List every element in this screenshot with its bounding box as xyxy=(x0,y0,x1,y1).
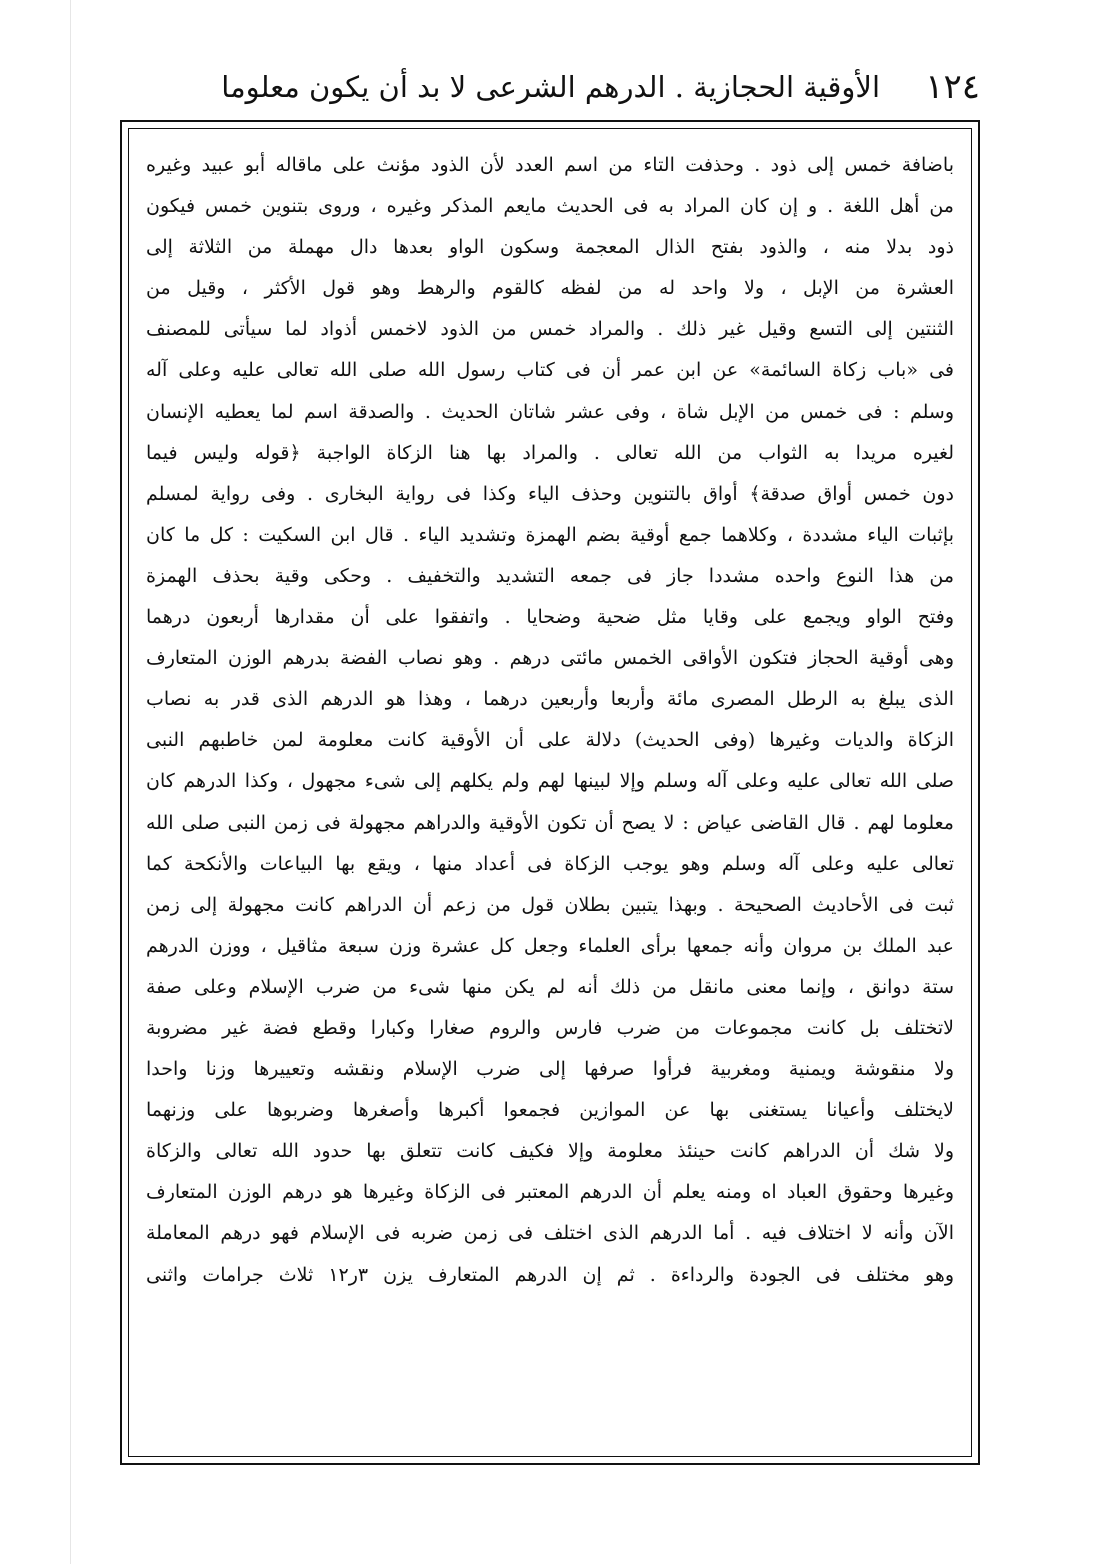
text-line: لايختلف وأعيانا يستغنى بها عن الموازين فجمعوا أكبرها وأصغرها وضربوها على وزنهما xyxy=(146,1099,954,1122)
page-header xyxy=(120,62,980,112)
text-line: الثنتين إلى التسع وقيل غير ذلك . والمراد خمس من الذود لاخمس أذواد لما سيأتى للمصنف xyxy=(146,318,954,341)
scan-page-edge xyxy=(70,0,71,1564)
text-line: باضافة خمس إلى ذود . وحذفت التاء من اسم العدد لأن الذود مؤنث على ماقاله أبو عبيد وغيره xyxy=(146,154,954,176)
text-line: ولا منقوشة ويمنية ومغربية فرأوا صرفها إلى ضرب الإسلام ونقشه وتعييرها وزنا واحدا xyxy=(146,1058,954,1081)
text-line: العشرة من الإبل ، ولا واحد له من لفظه كالقوم والرهط وهو قول الأكثر ، وقيل من xyxy=(146,277,954,300)
text-line: وفتح الواو ويجمع على وقايا مثل ضحية وضحايا . واتفقوا على أن مقدارها أربعون درهما xyxy=(146,606,954,629)
text-line: تعالى عليه وعلى آله وسلم وهو يوجب الزكاة فى أعداد منها ، ويقع بها البياعات والأنكحة كما xyxy=(146,852,954,875)
text-line: فى «باب زكاة السائمة» عن ابن عمر أن فى كتاب رسول الله صلى الله تعالى عليه وعلى آله xyxy=(146,359,954,382)
text-line: الذى يبلغ به الرطل المصرى مائة وأربعا وأربعين درهما ، وهذا هو الدرهم الذى قدر به نصاب xyxy=(146,688,954,711)
text-line: صلى الله تعالى عليه وعلى آله وسلم وإلا لبينها لهم ولم يكلهم إلى شىء مجهول ، وكذا الدرهم كان xyxy=(146,770,954,793)
text-line: ستة دوانق ، وإنما معنى مانقل من ذلك أنه لم يكن منها شىء من ضرب الإسلام وعلى صفة xyxy=(146,975,954,998)
text-line: الآن وأنه لا اختلاف فيه . أما الدرهم الذى اختلف فى زمن ضربه فى الإسلام فهو درهم المعاملة xyxy=(146,1222,954,1245)
text-line: لغيره مريدا به الثواب من الله تعالى . والمراد بها هنا الزكاة الواجبة ﴿قوله وليس فيما xyxy=(146,441,954,464)
body-text xyxy=(146,145,954,1296)
text-line: ولا شك أن الدراهم كانت حينئذ معلومة وإلا فكيف كانت تتعلق بها حدود الله تعالى والزكاة xyxy=(146,1140,954,1163)
text-line: من هذا النوع واحده مشددا جاز فى جمعه التشديد والتخفيف . وحكى وقية بحذف الهمزة xyxy=(146,564,954,587)
text-line: من أهل اللغة . و إن كان المراد به فى الحديث مايعم المذكر وغيره ، وروى بتنوين خمس فيكون xyxy=(146,195,954,218)
text-line: وهى أوقية الحجاز فتكون الأواقى الخمس مائتى درهم . وهو نصاب الفضة بدرهم الوزن المتعارف xyxy=(146,647,954,670)
text-line: دون خمس أواق صدقة﴾ أواق بالتنوين وحذف الياء وكذا فى رواية البخارى . وفى رواية لمسلم xyxy=(146,482,954,505)
text-line: ذود بدلا منه ، والذود بفتح الذال المعجمة وسكون الواو بعدها دال مهملة من الثلاثة إلى xyxy=(146,236,954,259)
text-line: الزكاة والديات وغيرها (وفى الحديث) دلالة على أن الأوقية كانت معلومة لمن خاطبهم النبى xyxy=(146,729,954,752)
text-line: وغيرها وحقوق العباد اه ومنه يعلم أن الدرهم المعتبر فى الزكاة وغيرها هو درهم الوزن المتعارف xyxy=(146,1181,954,1204)
page-number: ١٢٤ xyxy=(925,67,980,107)
running-title: الأوقية الحجازية . الدرهم الشرعى لا بد أن يكون معلوما xyxy=(221,70,880,104)
text-line: بإثبات الياء مشددة ، وكلاهما جمع أوقية بضم الهمزة وتشديد الياء . قال ابن السكيت : كل ما كان xyxy=(146,523,954,546)
text-line: ثبت فى الأحاديث الصحيحة . وبهذا يتبين بطلان قول من زعم أن الدراهم كانت مجهولة إلى زمن xyxy=(146,893,954,916)
text-line: لاتختلف بل كانت مجموعات من ضرب فارس والروم صغارا وكبارا وقطع فضة غير مضروبة xyxy=(146,1016,954,1039)
text-line: وسلم : فى خمس من الإبل شاة ، وفى عشر شاتان الحديث . والصدقة اسم لما يعطيه الإنسان xyxy=(146,400,954,423)
text-line: معلوما لهم . قال القاضى عياض : لا يصح أن تكون الأوقية والدراهم مجهولة فى زمن النبى صلى الله xyxy=(146,811,954,834)
text-line: وهو مختلف فى الجودة والرداءة . ثم إن الدرهم المتعارف يزن ٣ر١٢ ثلاث جرامات واثنى xyxy=(146,1263,954,1286)
text-line: عبد الملك بن مروان وأنه جمعها برأى العلماء وجعل كل عشرة وزن سبعة مثاقيل ، ووزن الدرهم xyxy=(146,934,954,957)
